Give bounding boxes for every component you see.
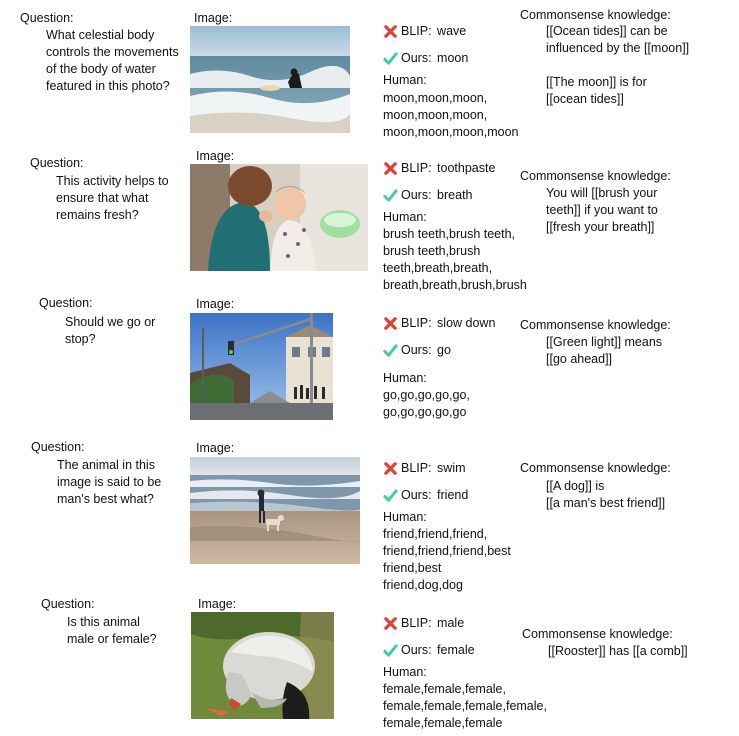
- knowledge-line: teeth]] if you want to: [546, 203, 658, 217]
- wrong-cross-icon: [383, 24, 398, 39]
- ours-answer: [383, 50, 468, 67]
- ours-value: go: [437, 343, 451, 357]
- knowledge-line: [[go ahead]]: [546, 352, 613, 366]
- question-text: What celestial body controls the movements of the body of water featured in this photo?: [46, 28, 179, 93]
- wrong-cross-icon: [383, 616, 398, 631]
- human-label: Human:: [383, 371, 427, 385]
- knowledge-line: [[a man's best friend]]: [546, 496, 666, 510]
- question-label: Question:: [41, 597, 95, 611]
- question-text: Is this animal male or female?: [67, 615, 157, 646]
- blip-answer: [383, 460, 466, 477]
- human-label: Human:: [383, 210, 427, 224]
- human-line: brush teeth,brush: [383, 244, 481, 258]
- ours-value: friend: [437, 488, 469, 502]
- surfer-ocean-photo: [190, 26, 350, 133]
- beach-dog-photo: [190, 457, 360, 564]
- correct-check-icon: [383, 343, 398, 358]
- commonsense-label: Commonsense knowledge:: [520, 169, 671, 183]
- ours-value: breath: [437, 188, 473, 202]
- human-line: go,go,go,go,go: [383, 405, 467, 419]
- ours-value: female: [437, 643, 475, 657]
- question-text: This activity helps to ensure that what remains fresh?: [56, 174, 169, 222]
- question-text: The animal in this image is said to be man's best what?: [57, 458, 162, 506]
- ours-answer: [383, 487, 468, 504]
- image-label: Image:: [196, 297, 235, 311]
- human-line: moon,moon,moon,: [383, 91, 488, 105]
- correct-check-icon: [383, 188, 398, 203]
- correct-check-icon: [383, 488, 398, 503]
- image-label: Image:: [196, 149, 235, 163]
- human-line: friend,best: [383, 561, 442, 575]
- ours-prefix: Ours:: [401, 343, 436, 357]
- knowledge-line: [[The moon]] is for: [546, 75, 647, 89]
- ours-value: moon: [437, 51, 469, 65]
- wrong-cross-icon: [383, 461, 398, 476]
- human-line: go,go,go,go,go,: [383, 388, 470, 402]
- ours-prefix: Ours:: [401, 643, 436, 657]
- human-line: breath,breath,brush,brush: [383, 278, 527, 292]
- ours-prefix: Ours:: [401, 51, 436, 65]
- human-line: female,female,female,: [383, 682, 506, 696]
- human-line: friend,friend,friend,best: [383, 544, 511, 558]
- human-line: moon,moon,moon,moon: [383, 125, 519, 139]
- blip-value: toothpaste: [437, 161, 496, 175]
- commonsense-label: Commonsense knowledge:: [520, 318, 671, 332]
- question-label: Question:: [30, 156, 84, 170]
- ours-answer: [383, 342, 451, 359]
- ours-prefix: Ours:: [401, 188, 436, 202]
- commonsense-label: Commonsense knowledge:: [520, 461, 671, 475]
- correct-check-icon: [383, 643, 398, 658]
- blip-answer: [383, 160, 495, 177]
- blip-value: male: [437, 616, 465, 630]
- blip-value: wave: [437, 24, 467, 38]
- knowledge-line: [[A dog]] is: [546, 479, 605, 493]
- commonsense-label: Commonsense knowledge:: [520, 8, 671, 22]
- human-line: friend,friend,friend,: [383, 527, 488, 541]
- blip-answer: [383, 315, 495, 332]
- question-label: Question:: [39, 296, 93, 310]
- street-traffic-light-photo: [190, 313, 333, 420]
- human-line: moon,moon,moon,: [383, 108, 488, 122]
- wrong-cross-icon: [383, 316, 398, 331]
- knowledge-line: [[Green light]] means: [546, 335, 663, 349]
- question-label: Question:: [20, 11, 74, 25]
- human-line: friend,dog,dog: [383, 578, 463, 592]
- blip-prefix: BLIP:: [401, 461, 436, 475]
- blip-answer: [383, 615, 464, 632]
- blip-prefix: BLIP:: [401, 616, 436, 630]
- image-label: Image:: [196, 441, 235, 455]
- blip-answer: [383, 23, 466, 40]
- wrong-cross-icon: [383, 161, 398, 176]
- human-line: female,female,female: [383, 716, 503, 730]
- ours-answer: [383, 187, 473, 204]
- blip-prefix: BLIP:: [401, 316, 436, 330]
- human-line: female,female,female,female,: [383, 699, 547, 713]
- knowledge-line: [[Ocean tides]] can be: [546, 24, 668, 38]
- image-label: Image:: [194, 11, 233, 25]
- blip-prefix: BLIP:: [401, 161, 436, 175]
- blip-value: swim: [437, 461, 466, 475]
- human-label: Human:: [383, 510, 427, 524]
- ours-answer: [383, 642, 475, 659]
- knowledge-line: [[ocean tides]]: [546, 92, 624, 106]
- human-line: brush teeth,brush teeth,: [383, 227, 516, 241]
- rooster-photo: [191, 612, 334, 719]
- knowledge-line: You will [[brush your: [546, 186, 658, 200]
- question-text: Should we go or stop?: [65, 315, 156, 346]
- correct-check-icon: [383, 51, 398, 66]
- knowledge-line: [[fresh your breath]]: [546, 220, 655, 234]
- knowledge-line: [[Rooster]] has [[a comb]]: [548, 644, 688, 658]
- human-label: Human:: [383, 73, 427, 87]
- human-line: teeth,breath,breath,: [383, 261, 493, 275]
- human-label: Human:: [383, 665, 427, 679]
- blip-prefix: BLIP:: [401, 24, 436, 38]
- question-label: Question:: [31, 440, 85, 454]
- knowledge-line: influenced by the [[moon]]: [546, 41, 690, 55]
- commonsense-label: Commonsense knowledge:: [522, 627, 673, 641]
- child-brushing-teeth-photo: [190, 164, 368, 271]
- image-label: Image:: [198, 597, 237, 611]
- blip-value: slow down: [437, 316, 496, 330]
- ours-prefix: Ours:: [401, 488, 436, 502]
